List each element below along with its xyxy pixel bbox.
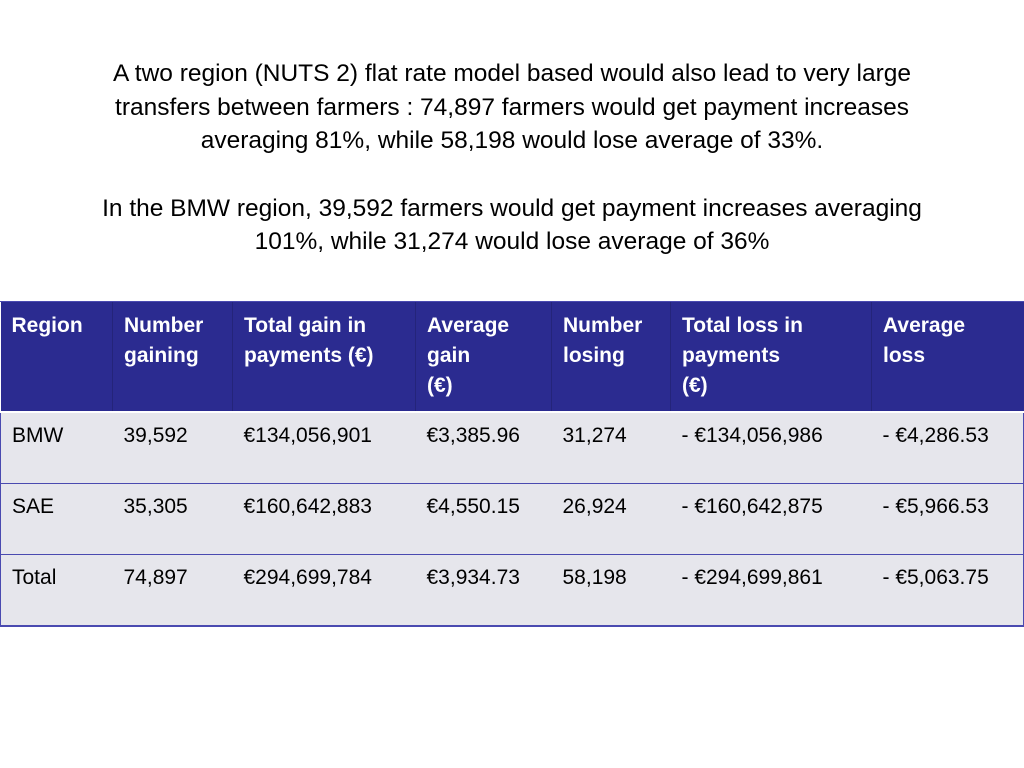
cell-average-gain: €3,385.96 xyxy=(426,424,520,447)
intro-paragraph-1 xyxy=(0,57,1024,158)
cell-number-losing: 31,274 xyxy=(562,424,627,447)
intro-p1-line2: transfers between farmers : 74,897 farmers would get payment increases xyxy=(115,93,909,121)
intro-paragraph-2 xyxy=(0,192,1024,259)
cell-total-loss: - €134,056,986 xyxy=(681,424,823,447)
table-row xyxy=(1,412,1024,483)
cell-average-loss: - €4,286.53 xyxy=(872,412,1024,483)
header-total-loss: Total loss in payments (€) xyxy=(671,302,872,412)
header-average-gain: Average gain (€) xyxy=(416,302,552,412)
cell-number-gaining: 35,305 xyxy=(123,494,188,518)
cell-number-gaining: 74,897 xyxy=(123,565,188,589)
intro-text xyxy=(0,57,1024,259)
header-region: Region xyxy=(1,302,113,412)
cell-number-gaining: 39,592 xyxy=(123,424,188,447)
header-average-loss: Average loss xyxy=(883,314,966,367)
payments-table xyxy=(0,302,1024,626)
cell-total-loss: - €160,642,875 xyxy=(681,494,823,518)
intro-p1-line1: A two region (NUTS 2) flat rate model based would also lead to very large xyxy=(112,60,911,87)
cell-total-gain: €294,699,784 xyxy=(243,565,372,589)
cell-region: BMW xyxy=(1,412,113,483)
table-row xyxy=(1,483,1024,554)
intro-p1-line3: averaging 81%, while 58,198 would lose average of 33%. xyxy=(200,127,824,154)
header-total-gain: Total gain in payments (€) xyxy=(233,302,416,412)
cell-region: SAE xyxy=(1,483,113,554)
cell-average-gain: €4,550.15 xyxy=(426,494,520,518)
cell-average-loss: - €5,966.53 xyxy=(872,483,1024,554)
cell-total-gain: €160,642,883 xyxy=(243,494,372,518)
cell-average-loss: - €5,063.75 xyxy=(872,554,1024,625)
intro-p2-line1: In the BMW region, 39,592 farmers would get payment increases averaging xyxy=(102,194,922,222)
header-number-losing: Number losing xyxy=(552,302,671,412)
cell-average-gain: €3,934.73 xyxy=(426,565,520,589)
cell-number-losing: 26,924 xyxy=(562,494,627,518)
header-number-gaining: Number gaining xyxy=(113,302,233,412)
cell-region: Total xyxy=(1,554,113,625)
intro-p2-line2: 101%, while 31,274 would lose average of 36% xyxy=(254,228,770,255)
cell-number-losing: 58,198 xyxy=(562,565,627,589)
cell-total-loss: - €294,699,861 xyxy=(681,565,823,589)
cell-total-gain: €134,056,901 xyxy=(243,424,372,447)
table-row xyxy=(1,554,1024,625)
table-header-row xyxy=(1,302,1024,412)
